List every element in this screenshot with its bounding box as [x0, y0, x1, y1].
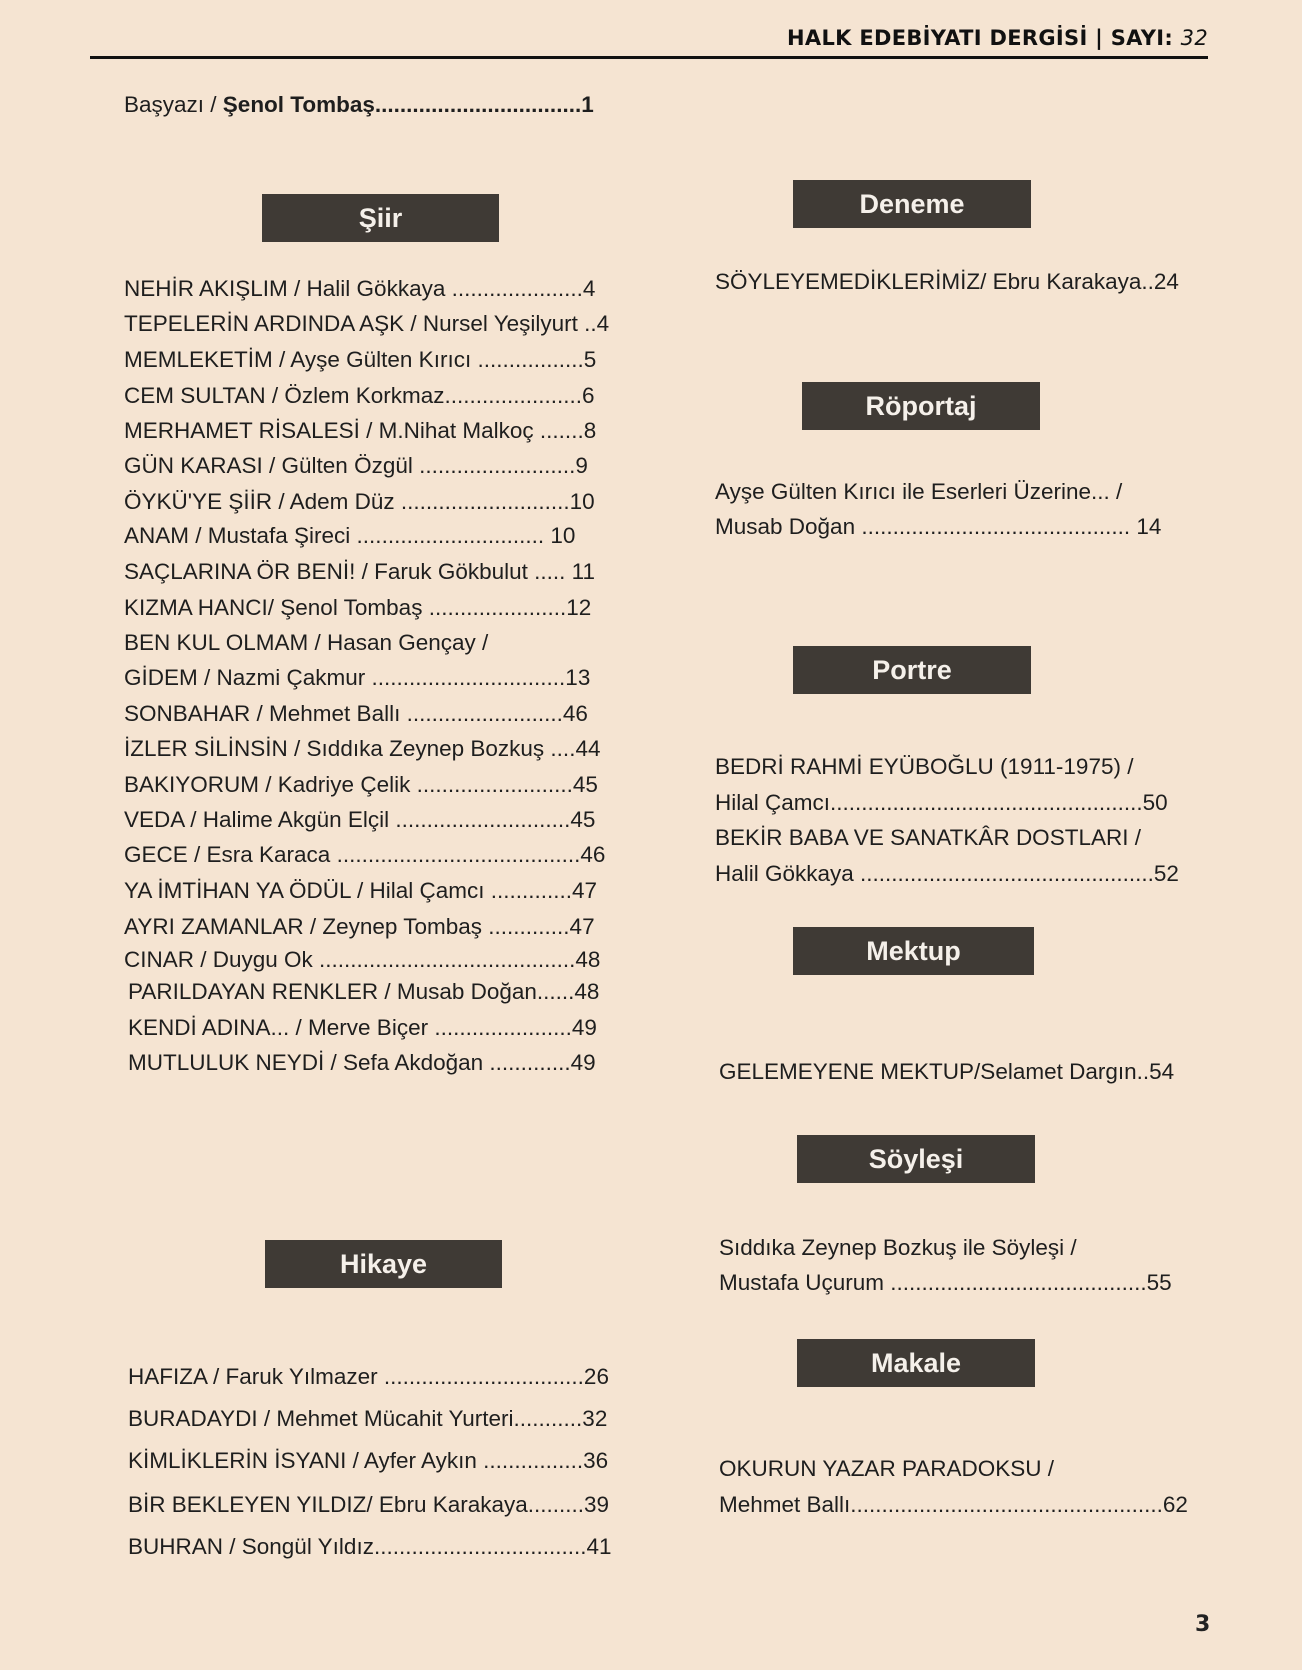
toc-entry[interactable]: BAKIYORUM / Kadriye Çelik .........................45 — [124, 772, 598, 797]
toc-entry[interactable]: VEDA / Halime Akgün Elçil ............................45 — [124, 807, 596, 832]
toc-entry[interactable]: CINAR / Duygu Ok .........................................48 — [124, 947, 601, 972]
toc-entry[interactable]: BİR BEKLEYEN YILDIZ/ Ebru Karakaya.........39 — [128, 1492, 610, 1517]
toc-entry[interactable]: GECE / Esra Karaca .......................................46 — [124, 842, 606, 867]
section-soylesi: Söyleşi — [797, 1135, 1035, 1183]
toc-entry[interactable]: Hilal Çamcı..................................................50 — [715, 790, 1168, 815]
toc-entry[interactable]: Mehmet Ballı..................................................62 — [719, 1492, 1188, 1517]
toc-entry[interactable]: HAFIZA / Faruk Yılmazer ................................26 — [128, 1364, 609, 1389]
toc-entry[interactable]: Ayşe Gülten Kırıcı ile Eserleri Üzerine... / — [715, 479, 1123, 504]
section-mektup: Mektup — [793, 927, 1034, 975]
toc-entry[interactable]: GELEMEYENE MEKTUP/Selamet Dargın..54 — [719, 1059, 1175, 1084]
toc-entry[interactable]: GÜN KARASI / Gülten Özgül .........................9 — [124, 453, 588, 478]
page-number: 3 — [1195, 1612, 1211, 1637]
section-portre: Portre — [793, 646, 1031, 694]
toc-entry[interactable]: OKURUN YAZAR PARADOKSU / — [719, 1456, 1055, 1481]
toc-entry[interactable]: SÖYLEYEMEDİKLERİMİZ/ Ebru Karakaya..24 — [715, 269, 1179, 294]
toc-entry[interactable]: PARILDAYAN RENKLER / Musab Doğan......48 — [128, 979, 600, 1004]
basyazi-author: Şenol Tombaş.................................1 — [222, 92, 594, 117]
toc-entry[interactable]: Sıddıka Zeynep Bozkuş ile Söyleşi / — [719, 1235, 1077, 1260]
magazine-header — [90, 26, 1208, 59]
toc-entry[interactable]: NEHİR AKIŞLIM / Halil Gökkaya .....................4 — [124, 276, 596, 301]
toc-entry[interactable]: ÖYKÜ'YE ŞİİR / Adem Düz ...........................10 — [124, 489, 595, 514]
section-roportaj: Röportaj — [802, 382, 1040, 430]
toc-entry[interactable]: BURADAYDI / Mehmet Mücahit Yurteri...........32 — [128, 1406, 608, 1431]
toc-entry[interactable]: GİDEM / Nazmi Çakmur ...............................13 — [124, 665, 591, 690]
toc-entry[interactable]: BEDRİ RAHMİ EYÜBOĞLU (1911-1975) / — [715, 754, 1134, 779]
toc-entry[interactable]: BUHRAN / Songül Yıldız..................................41 — [128, 1534, 612, 1559]
section-deneme: Deneme — [793, 180, 1031, 228]
toc-entry[interactable]: BEKİR BABA VE SANATKÂR DOSTLARI / — [715, 825, 1141, 850]
toc-entry[interactable]: KİMLİKLERİN İSYANI / Ayfer Aykın ................36 — [128, 1448, 609, 1473]
toc-entry[interactable]: ANAM / Mustafa Şireci .............................. 10 — [124, 523, 576, 548]
section-hikaye: Hikaye — [265, 1240, 502, 1288]
section-siir: Şiir — [262, 194, 499, 242]
toc-entry[interactable]: SONBAHAR / Mehmet Ballı .........................46 — [124, 701, 588, 726]
toc-entry[interactable]: Mustafa Uçurum .........................................55 — [719, 1270, 1172, 1295]
basyazi-label: Başyazı / — [124, 92, 223, 117]
toc-entry[interactable]: YA İMTİHAN YA ÖDÜL / Hilal Çamcı .............47 — [124, 878, 598, 903]
toc-entry[interactable]: KIZMA HANCI/ Şenol Tombaş ......................12 — [124, 595, 592, 620]
toc-entry[interactable]: KENDİ ADINA... / Merve Biçer ......................49 — [128, 1015, 597, 1040]
toc-entry[interactable]: SAÇLARINA ÖR BENİ! / Faruk Gökbulut ..... 11 — [124, 559, 596, 584]
issue-number: 32 — [1180, 26, 1208, 50]
toc-entry[interactable]: MERHAMET RİSALESİ / M.Nihat Malkoç .......8 — [124, 418, 597, 443]
toc-entry[interactable]: Musab Doğan ........................................... 14 — [715, 514, 1162, 539]
basyazi-line[interactable] — [124, 92, 594, 118]
magazine-title: HALK EDEBİYATI DERGİSİ | SAYI: — [787, 26, 1181, 50]
toc-entry[interactable]: Halil Gökkaya ...............................................52 — [715, 861, 1179, 886]
toc-entry[interactable]: CEM SULTAN / Özlem Korkmaz......................6 — [124, 383, 595, 408]
section-makale: Makale — [797, 1339, 1035, 1387]
toc-entry[interactable]: MEMLEKETİM / Ayşe Gülten Kırıcı .................5 — [124, 347, 597, 372]
toc-entry[interactable]: İZLER SİLİNSİN / Sıddıka Zeynep Bozkuş ....44 — [124, 736, 601, 761]
toc-entry[interactable]: MUTLULUK NEYDİ / Sefa Akdoğan .............49 — [128, 1050, 596, 1075]
toc-entry[interactable]: AYRI ZAMANLAR / Zeynep Tombaş .............47 — [124, 914, 595, 939]
toc-entry[interactable]: TEPELERİN ARDINDA AŞK / Nursel Yeşilyurt ..4 — [124, 311, 610, 336]
toc-entry[interactable]: BEN KUL OLMAM / Hasan Gençay / — [124, 630, 489, 655]
